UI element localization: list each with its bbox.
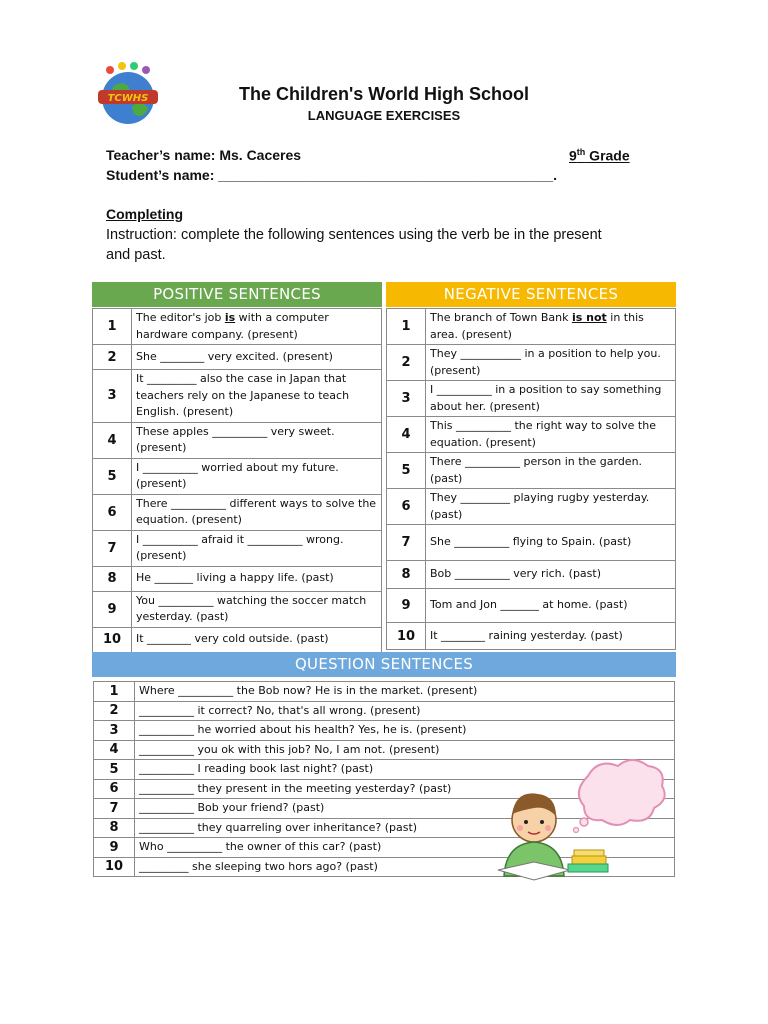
question-row-number: 1 [94,682,135,702]
question-sentence[interactable]: Where __________ the Bob now? He is in the market. (present) [135,682,675,702]
positive-row-number: 2 [93,345,132,370]
sentence-text: in this area. (present) [430,311,644,341]
question-row-number: 8 [94,818,135,838]
sentence-text: They _________ playing rugby yesterday. (past) [430,491,650,521]
negative-row-number: 2 [387,345,426,381]
grade-word: Grade [585,147,630,164]
sentence-example-verb: is [224,311,236,324]
negative-row-number: 3 [387,381,426,417]
positive-row-number: 6 [93,494,132,530]
positive-row-number: 4 [93,422,132,458]
negative-sentence[interactable] [426,345,676,381]
positive-row-number: 1 [93,309,132,345]
sentence-text: This __________ the right way to solve the equation. (present) [430,419,656,449]
sentence-text: The branch of Town Bank [430,311,572,324]
negative-sentence[interactable] [426,309,676,345]
question-sentence[interactable]: __________ they quarreling over inheritance? (past) [135,818,675,838]
sentence-text: There __________ different ways to solve the equation. (present) [136,496,377,526]
negative-row [387,381,676,417]
question-row [94,701,675,721]
positive-sentence[interactable] [132,345,382,370]
negative-header: NEGATIVE SENTENCES [386,282,676,307]
positive-sentence[interactable] [132,309,382,345]
positive-row-number: 9 [93,591,132,627]
question-sentence[interactable]: _________ she sleeping two hors ago? (past) [135,857,675,877]
sentence-text: Bob __________ very rich. (past) [430,567,601,581]
page-subtitle: LANGUAGE EXERCISES [307,108,461,123]
negative-row [387,623,676,650]
instruction-text: Instruction: complete the following sentences using the verb be in the present and past. [106,227,602,263]
sentence-text: Tom and Jon _______ at home. (past) [430,598,628,612]
grade-label [569,147,630,164]
question-header: QUESTION SENTENCES [92,652,676,677]
positive-row-number: 3 [93,370,132,423]
negative-sentence[interactable] [426,561,676,589]
positive-row [93,309,382,345]
question-row-number: 9 [94,838,135,858]
question-sentence[interactable]: __________ they present in the meeting yesterday? (past) [135,779,675,799]
negative-sentence[interactable] [426,525,676,561]
student-name-line[interactable]: Student’s name: ___________________________________________. [106,167,557,183]
negative-sentence[interactable] [426,453,676,489]
negative-row [387,561,676,589]
question-row-number: 7 [94,799,135,819]
negative-row [387,417,676,453]
sentence-text: She ________ very excited. (present) [136,349,333,363]
question-sentence[interactable]: Who __________ the owner of this car? (past) [135,838,675,858]
positive-sentence[interactable] [132,494,382,530]
positive-sentence[interactable] [132,458,382,494]
negative-table [386,308,676,650]
sentence-text: I __________ worried about my future. (present) [136,460,339,490]
logo-text: TCWHS [107,93,149,104]
question-sentence[interactable]: __________ it correct? No, that's all wrong. (present) [135,701,675,721]
question-row-number: 3 [94,721,135,741]
sentence-text: It _________ also the case in Japan that teachers rely on the Japanese to teach English. (present) [136,372,350,418]
positive-sentence[interactable] [132,591,382,627]
grade-suffix: th [576,147,586,157]
sentence-text: with a computer hardware company. (present) [136,311,329,341]
positive-row-number: 7 [93,530,132,566]
negative-row [387,309,676,345]
positive-row [93,422,382,458]
negative-row-number: 5 [387,453,426,489]
positive-row [93,458,382,494]
sentence-text: He _______ living a happy life. (past) [136,571,334,585]
positive-sentence[interactable] [132,627,382,652]
positive-row-number: 8 [93,566,132,591]
question-sentence[interactable]: __________ you ok with this job? No, I am not. (present) [135,740,675,760]
section-heading: Completing [106,206,183,222]
positive-row [93,566,382,591]
negative-row [387,453,676,489]
sentence-text: The editor's job [136,311,225,324]
sentence-text: They ___________ in a position to help you. (present) [430,347,661,377]
sentence-text: It ________ raining yesterday. (past) [430,628,623,642]
sentence-text: I __________ afraid it __________ wrong. (present) [136,532,344,562]
negative-sentence[interactable] [426,489,676,525]
sentence-text: I __________ in a position to say something about her. (present) [430,383,662,413]
positive-row [93,627,382,652]
positive-section [92,282,382,653]
negative-row-number: 9 [387,589,426,623]
student-reading-illustration [488,756,668,886]
question-row-number: 5 [94,760,135,780]
positive-row [93,370,382,423]
question-sentence[interactable]: __________ I reading book last night? (past) [135,760,675,780]
positive-table [92,308,382,653]
positive-sentence[interactable] [132,530,382,566]
negative-row [387,589,676,623]
sentence-text: You __________ watching the soccer match yesterday. (past) [136,593,367,623]
sentence-text: It ________ very cold outside. (past) [136,632,329,646]
question-row-number: 4 [94,740,135,760]
negative-row [387,489,676,525]
sentence-example-verb: is not [571,311,607,324]
positive-row-number: 5 [93,458,132,494]
question-row-number: 2 [94,701,135,721]
grade-number: 9 [569,147,577,164]
question-row [94,682,675,702]
sentence-text: She __________ flying to Spain. (past) [430,535,632,549]
positive-sentence[interactable] [132,566,382,591]
negative-row-number: 7 [387,525,426,561]
negative-sentence[interactable] [426,623,676,650]
sentence-text: There __________ person in the garden. (past) [430,455,643,485]
positive-sentence[interactable] [132,422,382,458]
question-row [94,721,675,741]
negative-sentence[interactable] [426,381,676,417]
question-row-number: 10 [94,857,135,877]
question-row-number: 6 [94,779,135,799]
positive-row [93,591,382,627]
positive-row [93,530,382,566]
negative-sentence[interactable] [426,589,676,623]
positive-row [93,494,382,530]
positive-sentence[interactable] [132,370,382,423]
question-sentence[interactable]: __________ Bob your friend? (past) [135,799,675,819]
teacher-name: Teacher’s name: Ms. Caceres [106,147,302,163]
negative-row [387,525,676,561]
question-sentence[interactable]: __________ he worried about his health? Yes, he is. (present) [135,721,675,741]
positive-row [93,345,382,370]
positive-row-number: 10 [93,627,132,652]
sentence-text: These apples __________ very sweet. (present) [136,424,335,454]
school-name: The Children's World High School [239,84,529,104]
negative-row-number: 8 [387,561,426,589]
negative-row [387,345,676,381]
negative-section [386,282,676,650]
negative-sentence[interactable] [426,417,676,453]
positive-header: POSITIVE SENTENCES [92,282,382,307]
negative-row-number: 10 [387,623,426,650]
negative-row-number: 6 [387,489,426,525]
negative-row-number: 4 [387,417,426,453]
negative-row-number: 1 [387,309,426,345]
